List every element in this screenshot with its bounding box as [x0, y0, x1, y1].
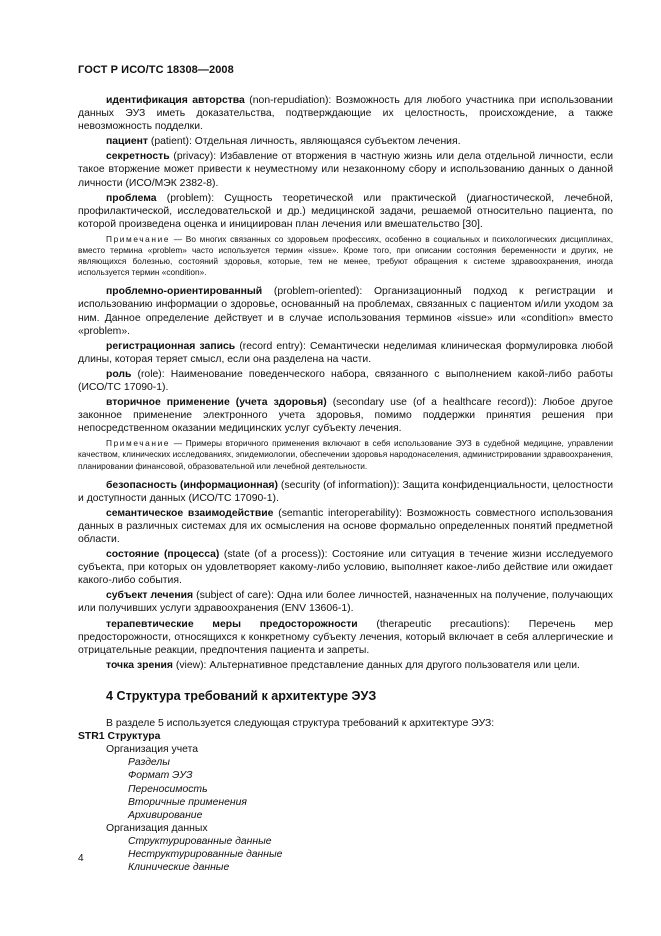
structure-group-label: Организация данных [106, 822, 208, 834]
definition [78, 618, 613, 657]
definition-text: (record entry): Семантически неделимая клиническая формулировка любой длины, которая теряет смысл, если она разделена на части. [78, 340, 613, 365]
definition [78, 94, 613, 133]
definitions-group-1 [78, 94, 613, 231]
note-text: — Примеры вторичного применения включают в себя использование ЭУЗ в судебной медицине, управлении качеством, клинических исследованиях, эпидемиологии, обеспечении здоровья народонаселения, администрировании здравоохранения, планировании финансовой, образовательной или лечебной деятельности. [78, 438, 613, 471]
structure-group-label: Организация учета [106, 744, 199, 756]
structure-item: Разделы [128, 757, 170, 769]
definition-term: регистрационная запись [106, 340, 236, 352]
definition [78, 548, 613, 587]
document-header: ГОСТ Р ИСО/ТС 18308—2008 [78, 64, 234, 76]
definition-text: (problem): Сущность теоретической или практической (диагностической, лечебной, профилактической, исследовательской и др.) медицинской задачи, решаемой относительно пациента, по которой произведена оценка и инициирован план лечения или вмешательство [30]. [78, 192, 613, 230]
structure-item: Формат ЭУЗ [128, 770, 193, 782]
definition-term: безопасность (информационная) [106, 479, 278, 491]
definitions-group-2 [78, 285, 613, 435]
structure-item: Клинические данные [128, 862, 230, 874]
definition [78, 507, 613, 546]
page-number: 4 [78, 853, 84, 864]
definition-text: (state (of a process)): Состояние или ситуация в течение жизни исследуемого субъекта, при которых он удовлетворяет какому-либо условию, выполняет какое-либо действие или ожидает какого-либо события. [78, 549, 613, 587]
definition [78, 368, 613, 394]
note [78, 234, 613, 278]
definition-term: субъект лечения [106, 590, 194, 602]
definition-term: точка зрения [106, 659, 173, 671]
definition-text: (problem-oriented): Организационный подход к регистрации и использованию информации о здоровье, основанный на проблемах, связанных с пациентом и/или уходом за ним. Данное определение действует и в случае использования терминов «issue» или «condition» вместо «problem». [78, 286, 613, 337]
definition [78, 479, 613, 505]
definition [78, 589, 613, 615]
section-intro: В разделе 5 используется следующая структура требований к архитектуре ЭУЗ: [106, 718, 495, 730]
definition-term: идентификация авторства [106, 95, 245, 106]
structure-item: Вторичные применения [128, 796, 247, 808]
structure-item: Структурированные данные [128, 835, 272, 847]
definition-text: (therapeutic precautions): Перечень мер предосторожности, относящихся к конкретному субъекту лечения, который включает в себя аллергические и отрицательные реакции, предпочтения пациента и запреты. [78, 618, 613, 656]
definition-term: терапевтические меры предосторожности [106, 618, 358, 630]
note-text: — Во многих связанных со здоровьем профессиях, особенно в социальных и психологических дисциплинах, вместо термина «problem» часто используется термин «issue». Кроме того, при описании состояния беременности и других, не являющихся болезнью, состояний здоровья, которые, тем не менее, требуют обращения к системе здравоохранения, иногда используется термин «condition». [78, 233, 613, 278]
definition-text: (subject of care): Одна или более личностей, назначенных на получение, получающих или получивших услуги здравоохранения (ENV 13606-1). [78, 590, 613, 615]
definition-term: пациент [106, 136, 148, 148]
definition-term: семантическое взаимодействие [106, 507, 274, 519]
definition-term: секретность [106, 151, 170, 163]
document-body [78, 94, 613, 874]
definition [78, 192, 613, 231]
structure-item: Неструктурированные данные [128, 848, 283, 860]
definitions-group-3 [78, 479, 613, 672]
definition-text: (patient): Отдельная личность, являющаяся субъектом лечения. [147, 136, 461, 148]
definition-term: роль [106, 368, 132, 380]
structure-list [78, 730, 613, 874]
structure-item: Архивирование [128, 809, 203, 821]
note [78, 438, 613, 471]
definition [78, 150, 613, 189]
definition-text: (security (of information)): Защита конфиденциальности, целостности и доступности данных (ИСО/ТС 17090-1). [78, 479, 613, 504]
note-label: Примечание [106, 438, 171, 449]
definition-text: (view): Альтернативное представление данных для другого пользователя или цели. [172, 659, 580, 671]
definition-text: (role): Наименование поведенческого набора, связанного с выполнением какой-либо работы (ИСО/ТС 17090-1). [78, 368, 613, 393]
definition-text: (non-repudiation): Возможность для любого участника при использовании данных ЭУЗ иметь доказательства, подтверждающие их целостность, происхождение, а также невозможность подделки. [78, 95, 613, 133]
definition [78, 285, 613, 337]
definition-text: (semantic interoperability): Возможность совместного использования данных в различных системах для их осмысления на основе формально определенных понятий предметной области. [78, 507, 613, 545]
definition [78, 135, 613, 148]
definition-text: (privacy): Избавление от вторжения в частную жизнь или дела отдельной личности, если такое вторжение может привести к неуместному или незаконному сбору и использованию данных о данной личности (ИСО/МЭК 2382-8). [78, 151, 613, 189]
definition [78, 340, 613, 366]
definition-term: состояние (процесса) [106, 549, 220, 561]
structure-code: STR1 Структура [78, 731, 161, 743]
definition-term: проблемно-ориентированный [106, 286, 263, 298]
definition-term: вторичное применение (учета здоровья) [106, 397, 327, 409]
definition-term: проблема [106, 192, 157, 204]
note-label: Примечание [106, 233, 171, 244]
structure-item: Переносимость [128, 783, 208, 795]
section-heading: 4 Структура требований к архитектуре ЭУЗ [106, 688, 377, 703]
definition-text: (secondary use (of a healthcare record)): Любое другое законное применение электронного учета здоровья, помимо поддержки принятия решения при непосредственном оказании медицинских услуг субъекту лечения. [78, 397, 613, 435]
definition [78, 659, 613, 672]
definition [78, 396, 613, 435]
